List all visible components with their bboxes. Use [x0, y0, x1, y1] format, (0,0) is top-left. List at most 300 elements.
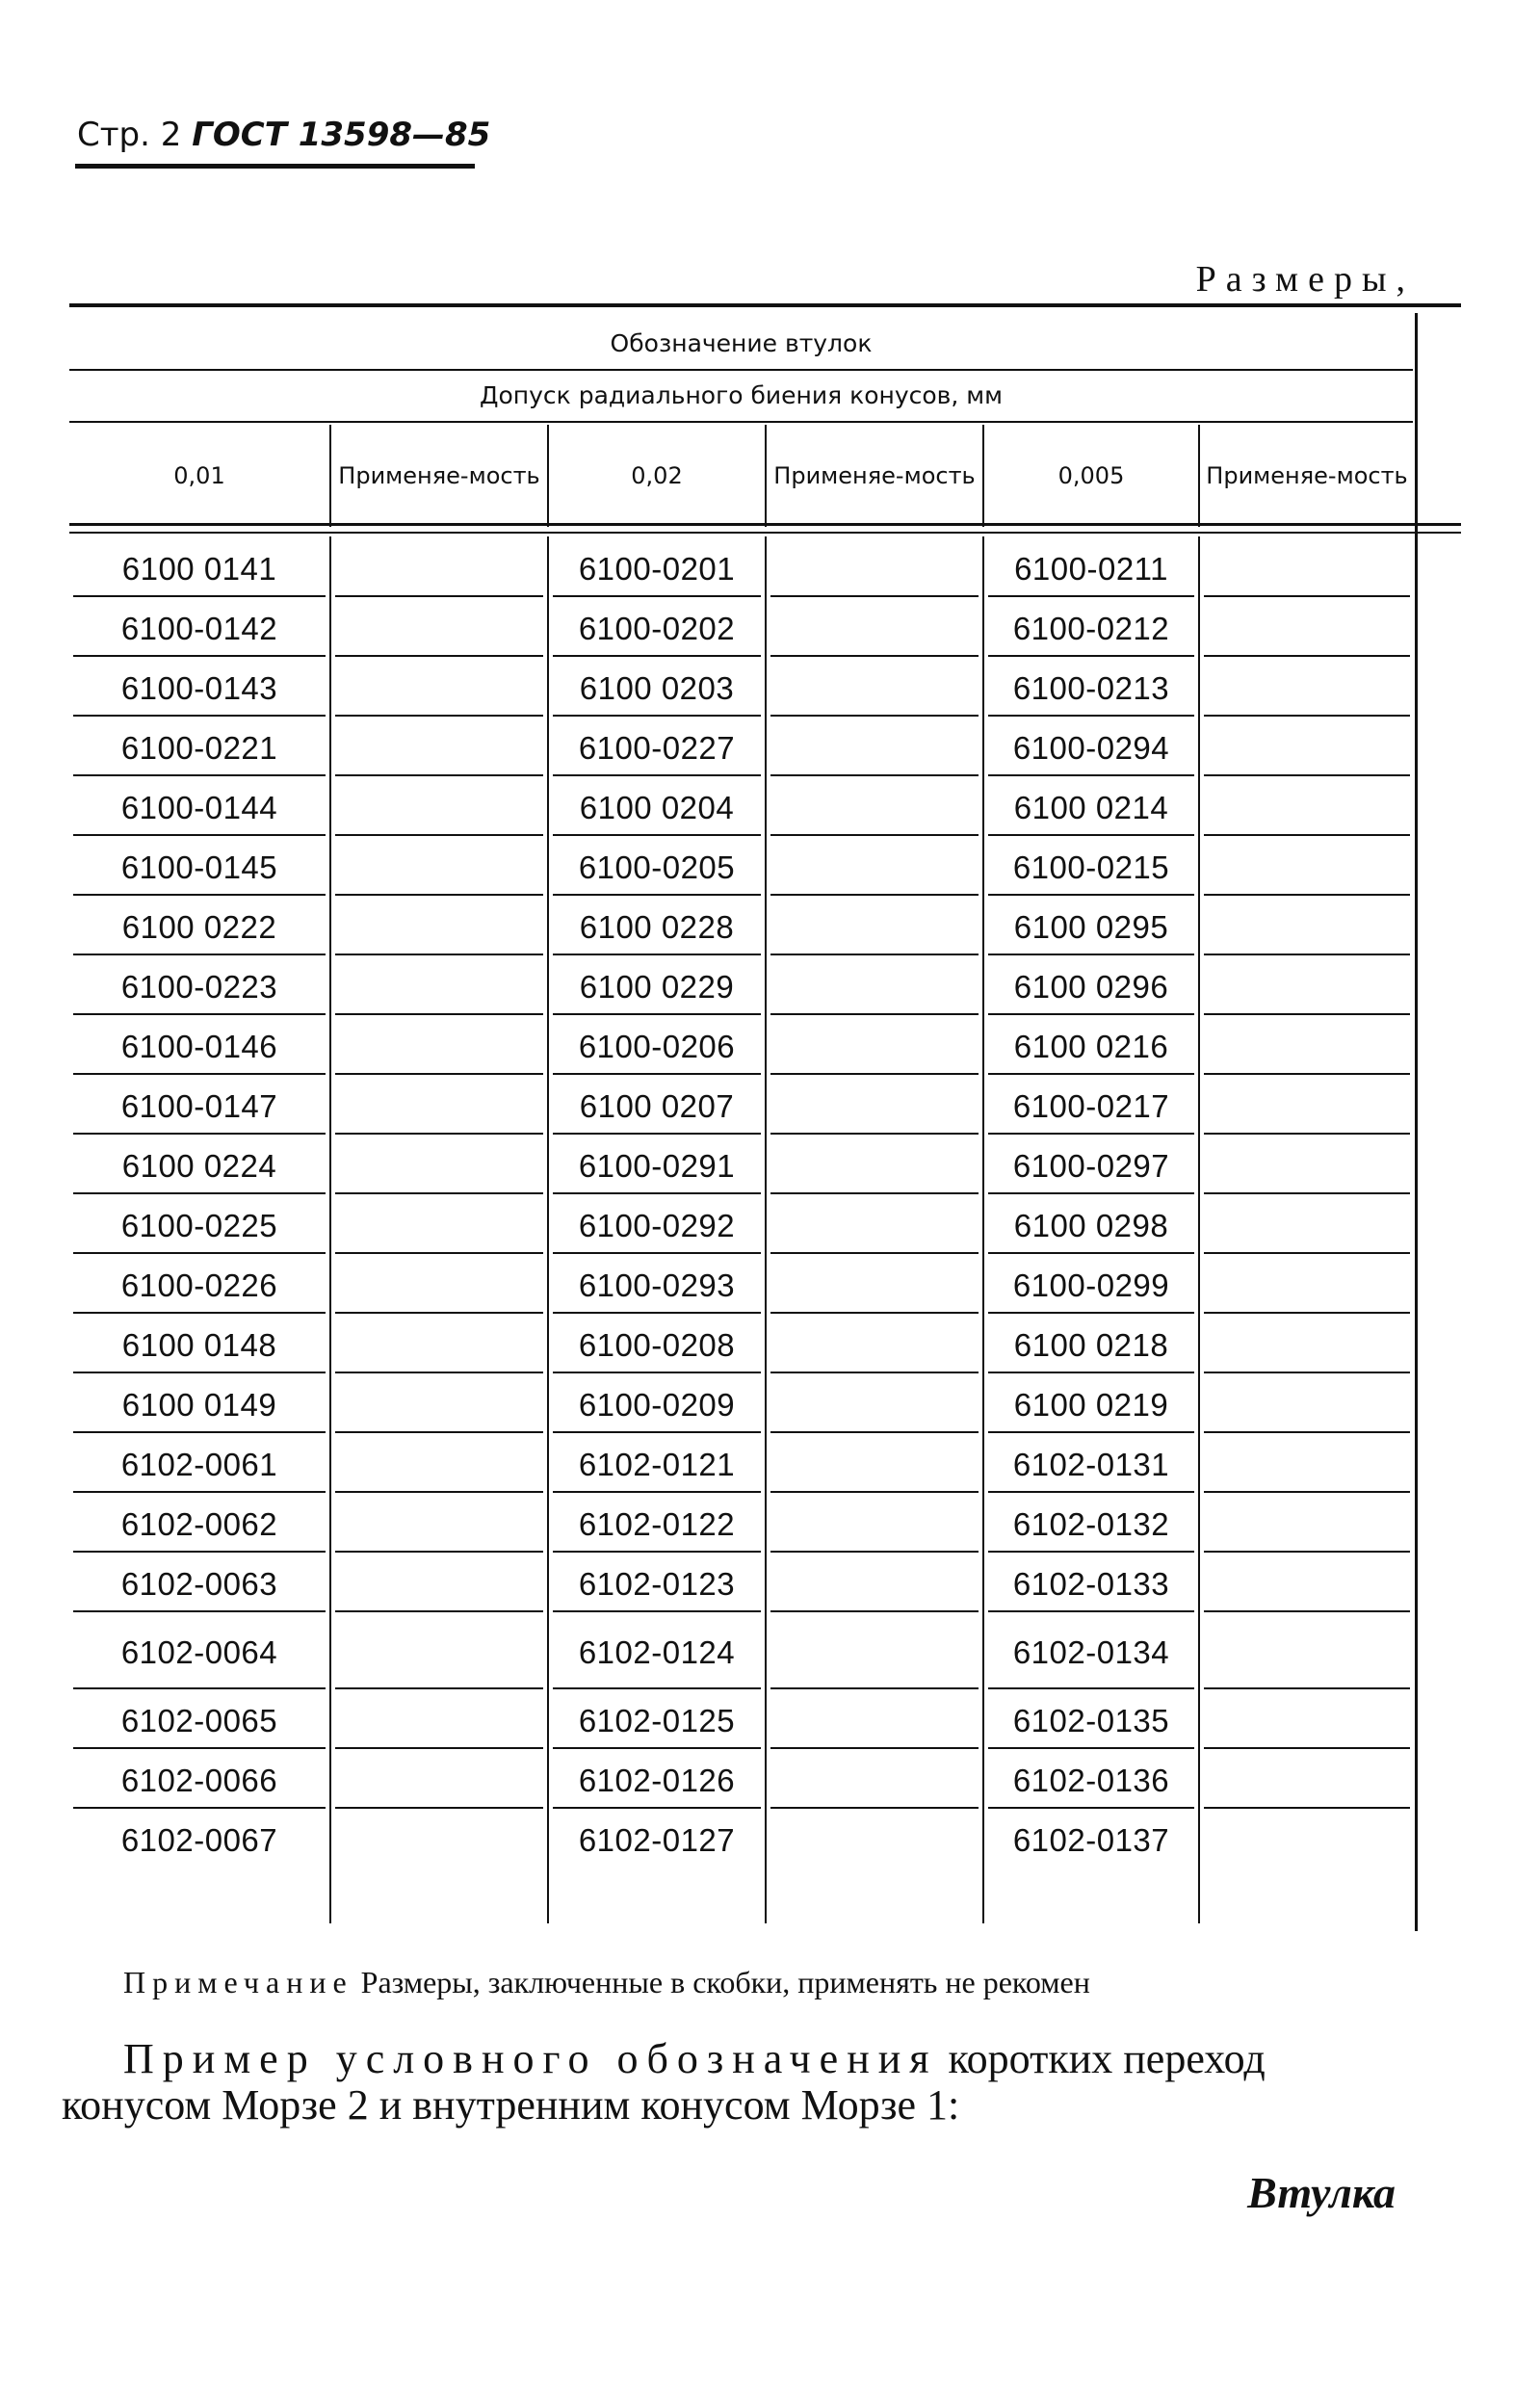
cell-underline	[770, 1013, 979, 1015]
cell-underline	[770, 1431, 979, 1433]
cell-underline	[1204, 595, 1410, 597]
cell-underline	[73, 954, 326, 955]
cell-underline	[1204, 1192, 1410, 1194]
cell-underline	[553, 954, 761, 955]
cell-code-0005	[984, 838, 1198, 898]
cell-code-001	[69, 778, 329, 838]
cell-underline	[553, 1747, 761, 1749]
cell-underline	[73, 1013, 326, 1015]
cell-text: 6102-0126	[578, 1763, 736, 1798]
cell-text: 6102-0061	[120, 1447, 278, 1482]
cell-code-0005	[984, 1196, 1198, 1256]
cell-text: 6100 0296	[1013, 969, 1169, 1005]
cell-underline	[553, 715, 761, 717]
cell-code-001	[69, 1691, 329, 1751]
cell-underline	[553, 1073, 761, 1075]
cell-applicability-2	[767, 719, 982, 778]
cell-text: 6102-0124	[578, 1634, 736, 1670]
cell-underline	[988, 595, 1194, 597]
cell-text: 6100 0224	[121, 1148, 277, 1184]
table-row	[69, 1256, 1413, 1316]
cell-code-0005	[984, 539, 1198, 599]
cell-underline	[770, 595, 979, 597]
cell-underline	[1204, 1312, 1410, 1314]
cell-code-001	[69, 1751, 329, 1811]
cell-applicability-1	[331, 659, 547, 719]
cell-text: 6102-0122	[578, 1506, 736, 1542]
cell-underline	[335, 1491, 543, 1493]
cell-underline	[770, 1073, 979, 1075]
cell-applicability-1	[331, 957, 547, 1017]
cell-applicability-2	[767, 778, 982, 838]
cell-code-001	[69, 1555, 329, 1614]
cell-code-0005	[984, 1375, 1198, 1435]
cell-code-002	[549, 1256, 765, 1316]
cell-code-001	[69, 599, 329, 659]
cell-applicability-1	[331, 1614, 547, 1691]
cell-text: 6102-0067	[120, 1822, 278, 1858]
cell-text: 6100 0295	[1013, 909, 1169, 945]
cell-underline	[988, 954, 1194, 955]
cell-code-002	[549, 539, 765, 599]
cell-text: 6100 0141	[121, 551, 277, 587]
cell-applicability-1	[331, 1751, 547, 1811]
cell-applicability-2	[767, 1691, 982, 1751]
cell-underline	[553, 1807, 761, 1809]
cell-text: 6102-0065	[120, 1703, 278, 1738]
cell-underline	[770, 1192, 979, 1194]
note-label: Примечание	[123, 1965, 353, 1999]
cell-text: 6102-0125	[578, 1703, 736, 1738]
cell-underline	[770, 1807, 979, 1809]
page-header	[77, 116, 490, 154]
cell-text: 6100 0149	[121, 1387, 277, 1423]
cell-text: 6100-0205	[578, 849, 736, 885]
cell-underline	[553, 1013, 761, 1015]
cell-underline	[770, 774, 979, 776]
cell-code-0005	[984, 659, 1198, 719]
cell-text: 6100-0147	[120, 1088, 278, 1124]
cell-underline	[1204, 1013, 1410, 1015]
cell-underline	[770, 715, 979, 717]
cell-underline	[553, 774, 761, 776]
cell-underline	[335, 1687, 543, 1689]
cell-text: 6100-0143	[120, 670, 278, 706]
cell-code-0005	[984, 1495, 1198, 1555]
cell-text: 6102-0064	[120, 1634, 278, 1670]
cell-code-002	[549, 1196, 765, 1256]
dimensions-label: Размеры,	[1195, 259, 1415, 300]
cell-text: 6100 0222	[121, 909, 277, 945]
cell-underline	[335, 774, 543, 776]
cell-applicability-3	[1200, 1435, 1414, 1495]
cell-underline	[988, 1073, 1194, 1075]
cell-underline	[1204, 1372, 1410, 1373]
cell-applicability-2	[767, 1316, 982, 1375]
cell-underline	[553, 595, 761, 597]
header-double-rule	[69, 523, 1461, 526]
table-title: Обозначение втулок	[610, 329, 873, 357]
cell-text: 6100-0294	[1012, 730, 1170, 766]
cell-text: 6100 0219	[1013, 1387, 1169, 1423]
cell-underline	[1204, 1133, 1410, 1135]
cell-underline	[553, 894, 761, 896]
closing-word: Втулка	[1247, 2168, 1396, 2217]
cell-code-002	[549, 1017, 765, 1077]
cell-underline	[335, 1372, 543, 1373]
cell-text: 6102-0062	[120, 1506, 278, 1542]
cell-underline	[335, 894, 543, 896]
cell-underline	[335, 655, 543, 657]
cell-applicability-3	[1200, 1077, 1414, 1137]
cell-underline	[988, 774, 1194, 776]
cell-code-0005	[984, 1691, 1198, 1751]
cell-text: 6102-0137	[1012, 1822, 1170, 1858]
table-row	[69, 719, 1413, 778]
cell-underline	[73, 1312, 326, 1314]
cell-underline	[73, 1252, 326, 1254]
cell-code-0005	[984, 898, 1198, 957]
cell-underline	[1204, 1073, 1410, 1075]
cell-code-001	[69, 1017, 329, 1077]
cell-text: 6100-0142	[120, 611, 278, 646]
table-body	[69, 539, 1413, 1870]
cell-underline	[73, 1192, 326, 1194]
cell-underline	[335, 1312, 543, 1314]
cell-text: 6102-0121	[578, 1447, 736, 1482]
cell-code-0005	[984, 599, 1198, 659]
cell-underline	[988, 655, 1194, 657]
cell-underline	[770, 894, 979, 896]
table-row	[69, 778, 1413, 838]
cell-code-001	[69, 838, 329, 898]
cell-code-002	[549, 1077, 765, 1137]
cell-underline	[988, 1687, 1194, 1689]
table-row	[69, 1811, 1413, 1870]
cell-underline	[770, 1312, 979, 1314]
cell-underline	[73, 1807, 326, 1809]
cell-text: 6100-0215	[1012, 849, 1170, 885]
cell-applicability-1	[331, 838, 547, 898]
cell-underline	[1204, 954, 1410, 955]
cell-text: 6100 0229	[579, 969, 735, 1005]
cell-applicability-1	[331, 1137, 547, 1196]
cell-applicability-2	[767, 1017, 982, 1077]
cell-underline	[988, 1747, 1194, 1749]
cell-applicability-2	[767, 1555, 982, 1614]
table-row	[69, 1316, 1413, 1375]
cell-underline	[73, 774, 326, 776]
cell-code-001	[69, 1256, 329, 1316]
cell-text: 6100-0202	[578, 611, 736, 646]
cell-text: 6100 0148	[121, 1327, 277, 1363]
cell-underline	[73, 1687, 326, 1689]
cell-applicability-2	[767, 1811, 982, 1870]
table-row	[69, 898, 1413, 957]
cell-code-002	[549, 1375, 765, 1435]
cell-underline	[335, 834, 543, 836]
cell-code-0005	[984, 778, 1198, 838]
cell-text: 6100-0217	[1012, 1088, 1170, 1124]
cell-text: 6102-0133	[1012, 1566, 1170, 1602]
cell-code-002	[549, 1691, 765, 1751]
table-top-rule	[69, 303, 1461, 307]
cell-text: 6100 0228	[579, 909, 735, 945]
cell-code-001	[69, 1495, 329, 1555]
cell-code-002	[549, 957, 765, 1017]
cell-text: 6102-0136	[1012, 1763, 1170, 1798]
cell-underline	[73, 1747, 326, 1749]
cell-underline	[553, 834, 761, 836]
cell-underline	[553, 1491, 761, 1493]
cell-text: 6100-0144	[120, 790, 278, 825]
table-row	[69, 659, 1413, 719]
cell-text: 6100-0225	[120, 1208, 278, 1243]
cell-applicability-3	[1200, 659, 1414, 719]
cell-underline	[335, 595, 543, 597]
table-row	[69, 1375, 1413, 1435]
cell-underline	[335, 1551, 543, 1553]
cell-underline	[73, 1431, 326, 1433]
cell-text: 6102-0132	[1012, 1506, 1170, 1542]
cell-code-002	[549, 898, 765, 957]
cell-code-001	[69, 659, 329, 719]
cell-underline	[770, 954, 979, 955]
column-headers	[69, 425, 1413, 527]
cell-underline	[335, 1252, 543, 1254]
cell-text: 6100-0293	[578, 1267, 736, 1303]
cell-underline	[988, 1013, 1194, 1015]
cell-applicability-2	[767, 539, 982, 599]
cell-underline	[335, 715, 543, 717]
cell-underline	[988, 1192, 1194, 1194]
cell-applicability-2	[767, 659, 982, 719]
cell-applicability-3	[1200, 1137, 1414, 1196]
cell-code-001	[69, 1811, 329, 1870]
cell-applicability-1	[331, 1435, 547, 1495]
cell-applicability-3	[1200, 1316, 1414, 1375]
cell-code-002	[549, 1751, 765, 1811]
cell-underline	[770, 1747, 979, 1749]
cell-underline	[1204, 834, 1410, 836]
cell-text: 6100 0298	[1013, 1208, 1169, 1243]
table-row	[69, 1196, 1413, 1256]
col-header-applicability-3: Применяе-мость	[1206, 462, 1408, 489]
cell-underline	[553, 1312, 761, 1314]
cell-applicability-1	[331, 719, 547, 778]
cell-underline	[988, 1431, 1194, 1433]
cell-underline	[1204, 894, 1410, 896]
header-double-rule	[69, 532, 1461, 534]
cell-underline	[1204, 1610, 1410, 1612]
table-subtitle: Допуск радиального биения конусов, мм	[479, 381, 1004, 409]
table-row	[69, 1017, 1413, 1077]
cell-underline	[1204, 655, 1410, 657]
cell-applicability-1	[331, 1256, 547, 1316]
table-row	[69, 1751, 1413, 1811]
cell-applicability-2	[767, 1077, 982, 1137]
cell-text: 6102-0135	[1012, 1703, 1170, 1738]
cell-code-002	[549, 659, 765, 719]
cell-code-001	[69, 1614, 329, 1691]
cell-applicability-3	[1200, 957, 1414, 1017]
cell-applicability-3	[1200, 1495, 1414, 1555]
cell-text: 6100-0291	[578, 1148, 736, 1184]
table-row	[69, 1495, 1413, 1555]
table-row	[69, 1691, 1413, 1751]
cell-code-0005	[984, 1435, 1198, 1495]
cell-underline	[335, 954, 543, 955]
cell-underline	[770, 1610, 979, 1612]
cell-text: 6100-0212	[1012, 611, 1170, 646]
cell-underline	[1204, 1807, 1410, 1809]
cell-underline	[73, 834, 326, 836]
col-header-001: 0,01	[173, 462, 225, 489]
example-line-2: конусом Морзе 2 и внутренним конусом Морзе 1:	[62, 2081, 960, 2129]
cell-code-001	[69, 1316, 329, 1375]
cell-applicability-2	[767, 1435, 982, 1495]
cell-underline	[73, 1133, 326, 1135]
table-row	[69, 599, 1413, 659]
cell-underline	[73, 1073, 326, 1075]
cell-underline	[988, 834, 1194, 836]
cell-code-0005	[984, 1077, 1198, 1137]
cell-text: 6102-0127	[578, 1822, 736, 1858]
cell-text: 6100 0203	[579, 670, 735, 706]
example-lead: Пример условного обозначения	[123, 2035, 938, 2082]
cell-underline	[988, 1372, 1194, 1373]
cell-underline	[1204, 1687, 1410, 1689]
cell-underline	[988, 1610, 1194, 1612]
cell-underline	[988, 1252, 1194, 1254]
cell-text: 6102-0134	[1012, 1634, 1170, 1670]
cell-text: 6102-0066	[120, 1763, 278, 1798]
note-text: Размеры, заключенные в скобки, применять не рекомен	[360, 1965, 1090, 1999]
cell-underline	[73, 655, 326, 657]
cell-code-001	[69, 1435, 329, 1495]
cell-underline	[770, 655, 979, 657]
cell-underline	[770, 1252, 979, 1254]
col-header-applicability-1: Применяе-мость	[338, 462, 540, 489]
cell-applicability-3	[1200, 778, 1414, 838]
cell-text: 6102-0123	[578, 1566, 736, 1602]
cell-code-0005	[984, 1316, 1198, 1375]
cell-underline	[73, 715, 326, 717]
cell-code-001	[69, 1077, 329, 1137]
cell-applicability-2	[767, 1495, 982, 1555]
cell-underline	[335, 1747, 543, 1749]
cell-applicability-1	[331, 1375, 547, 1435]
cell-underline	[770, 1687, 979, 1689]
cell-applicability-3	[1200, 1256, 1414, 1316]
cell-applicability-1	[331, 599, 547, 659]
example-rest: коротких переход	[948, 2035, 1266, 2082]
table-row	[69, 1614, 1413, 1691]
cell-applicability-1	[331, 1495, 547, 1555]
cell-underline	[770, 834, 979, 836]
cell-applicability-3	[1200, 599, 1414, 659]
cell-underline	[553, 655, 761, 657]
cell-underline	[73, 1610, 326, 1612]
cell-underline	[335, 1192, 543, 1194]
cell-applicability-1	[331, 778, 547, 838]
cell-code-0005	[984, 1614, 1198, 1691]
cell-text: 6100 0216	[1013, 1029, 1169, 1064]
cell-underline	[553, 1610, 761, 1612]
cell-code-002	[549, 1137, 765, 1196]
cell-code-002	[549, 719, 765, 778]
cell-code-0005	[984, 1137, 1198, 1196]
cell-underline	[335, 1807, 543, 1809]
cell-underline	[553, 1372, 761, 1373]
cell-applicability-3	[1200, 719, 1414, 778]
cell-text: 6100-0211	[1014, 551, 1168, 587]
cell-underline	[553, 1192, 761, 1194]
cell-applicability-3	[1200, 539, 1414, 599]
table-right-border	[1415, 313, 1418, 1931]
cell-applicability-2	[767, 1137, 982, 1196]
cell-applicability-3	[1200, 1196, 1414, 1256]
cell-underline	[73, 595, 326, 597]
cell-text: 6100-0226	[120, 1267, 278, 1303]
cell-applicability-1	[331, 1316, 547, 1375]
cell-code-0005	[984, 1751, 1198, 1811]
cell-code-002	[549, 1811, 765, 1870]
cell-code-0005	[984, 1017, 1198, 1077]
cell-code-001	[69, 898, 329, 957]
cell-text: 6100-0209	[578, 1387, 736, 1423]
cell-text: 6100-0297	[1012, 1148, 1170, 1184]
cell-applicability-1	[331, 539, 547, 599]
cell-applicability-2	[767, 957, 982, 1017]
col-header-0005: 0,005	[1057, 462, 1125, 489]
cell-underline	[73, 894, 326, 896]
cell-code-001	[69, 539, 329, 599]
cell-text: 6100-0146	[120, 1029, 278, 1064]
cell-code-002	[549, 778, 765, 838]
cell-applicability-2	[767, 1375, 982, 1435]
cell-underline	[335, 1013, 543, 1015]
page-label: Стр. 2	[77, 116, 182, 154]
cell-underline	[1204, 715, 1410, 717]
cell-underline	[988, 1133, 1194, 1135]
cell-underline	[553, 1431, 761, 1433]
cell-applicability-2	[767, 1256, 982, 1316]
cell-text: 6100-0206	[578, 1029, 736, 1064]
cell-underline	[1204, 1551, 1410, 1553]
cell-code-001	[69, 719, 329, 778]
cell-code-001	[69, 1137, 329, 1196]
standard-number: ГОСТ 13598—85	[192, 116, 491, 154]
cell-code-002	[549, 838, 765, 898]
cell-underline	[553, 1133, 761, 1135]
cell-code-0005	[984, 1256, 1198, 1316]
cell-underline	[553, 1252, 761, 1254]
cell-code-002	[549, 1316, 765, 1375]
cell-text: 6100 0207	[579, 1088, 735, 1124]
cell-applicability-3	[1200, 1811, 1414, 1870]
cell-applicability-1	[331, 1077, 547, 1137]
table-row	[69, 1555, 1413, 1614]
cell-underline	[988, 1312, 1194, 1314]
cell-applicability-3	[1200, 1555, 1414, 1614]
cell-applicability-3	[1200, 1017, 1414, 1077]
cell-code-0005	[984, 719, 1198, 778]
cell-underline	[73, 1491, 326, 1493]
cell-applicability-3	[1200, 898, 1414, 957]
cell-code-002	[549, 1555, 765, 1614]
cell-text: 6100-0201	[578, 551, 736, 587]
